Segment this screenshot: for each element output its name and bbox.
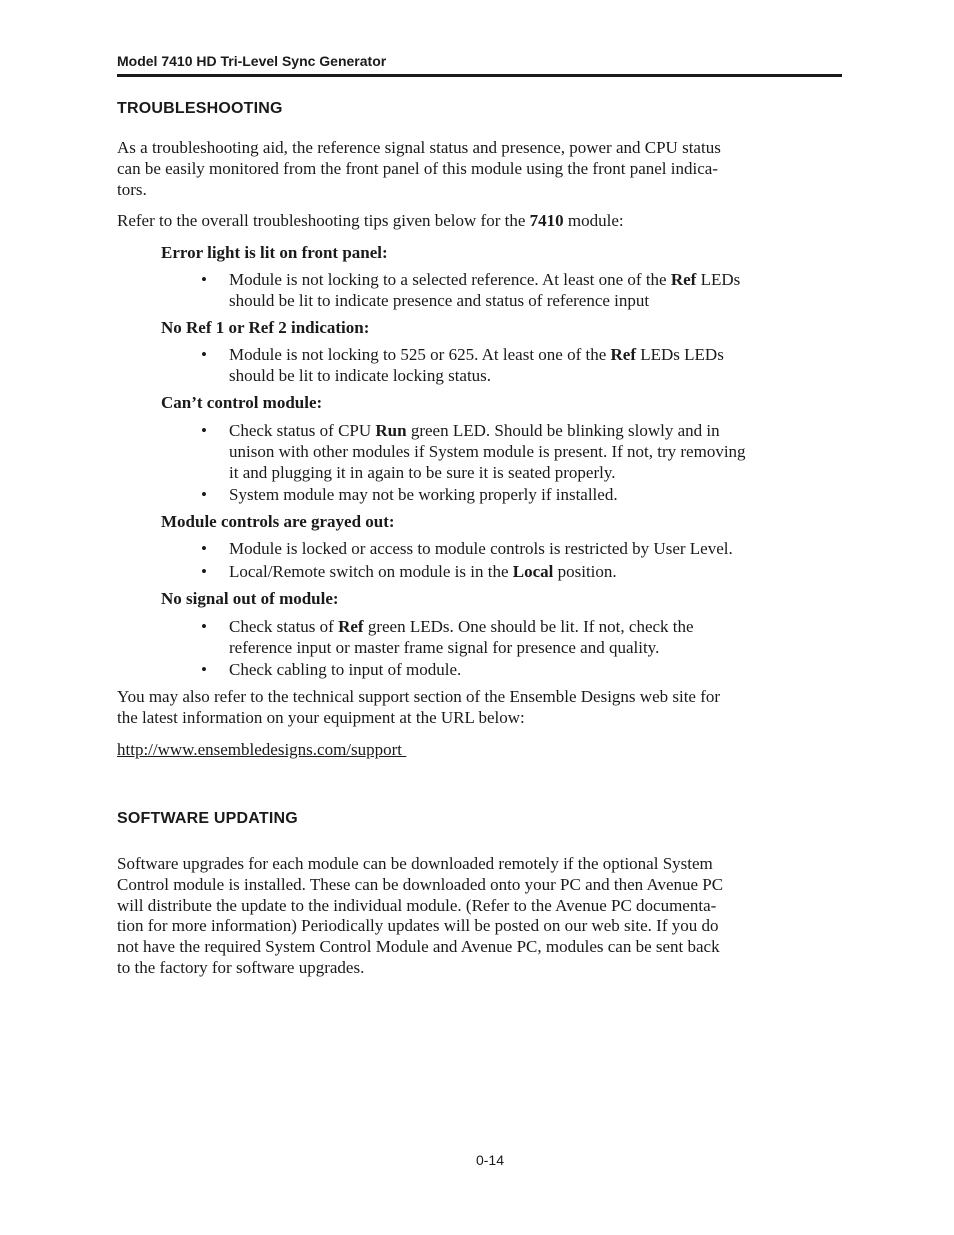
- support-url-link[interactable]: http://www.ensembledesigns.com/support: [117, 740, 407, 759]
- bullet-text: Local/Remote switch on module is in the: [229, 562, 513, 581]
- bullet-bold-term: Ref: [610, 345, 636, 364]
- bullet-text: green LED. Should be blinking slowly and in: [406, 421, 720, 440]
- model-number: 7410: [529, 211, 564, 230]
- bullet-bold-term: Local: [512, 562, 554, 581]
- software-line: Software upgrades for each module can be downloaded remotely if the optional System: [117, 854, 713, 873]
- page-number: 0-14: [475, 1152, 505, 1168]
- issue-heading-no-signal: No signal out of module:: [161, 589, 339, 608]
- software-line: to the factory for software upgrades.: [117, 957, 365, 977]
- bullet-text: should be lit to indicate presence and status of reference input: [229, 290, 650, 310]
- software-updating-paragraph: [117, 854, 842, 979]
- bullet-icon: •: [201, 617, 207, 636]
- intro-line: tors.: [117, 179, 147, 199]
- issue-heading-cant-control: Can’t control module:: [161, 393, 323, 412]
- intro-line: can be easily monitored from the front panel of this module using the front panel indica-: [117, 158, 718, 178]
- bullet-icon: •: [201, 421, 207, 440]
- bullet-text: Module is locked or access to module controls is restricted by User Level.: [229, 539, 733, 558]
- bullet-text: System module may not be working properly if installed.: [229, 485, 618, 504]
- bullet-bold-term: Ref: [338, 617, 364, 636]
- software-line: tion for more information) Periodically updates will be posted on our web site. If you do: [117, 916, 719, 936]
- issue-heading-no-ref: No Ref 1 or Ref 2 indication:: [161, 318, 370, 337]
- intro-line: As a troubleshooting aid, the reference signal status and presence, power and CPU status: [117, 138, 721, 157]
- bullet-text: Check cabling to input of module.: [229, 660, 462, 679]
- bullet-text: green LEDs. One should be lit. If not, check the: [363, 617, 694, 636]
- bullet-text: Check status of CPU: [229, 421, 376, 440]
- troubleshooting-intro: [117, 138, 842, 200]
- bullet-text: Check status of: [229, 617, 339, 636]
- refer-paragraph: [117, 211, 842, 232]
- bullet-icon: •: [201, 485, 207, 504]
- bullet-text: Module is not locking to a selected reference. At least one of the: [229, 270, 671, 289]
- bullet-text: unison with other modules if System module is present. If not, try removing: [229, 441, 746, 461]
- refer-text: Refer to the overall troubleshooting tips given below for the: [117, 211, 530, 230]
- bullet-text: LEDs LEDs: [636, 345, 724, 364]
- bullet-icon: •: [201, 270, 207, 289]
- support-line: You may also refer to the technical support section of the Ensemble Designs web site for: [117, 687, 721, 706]
- section-title-troubleshooting: TROUBLESHOOTING: [117, 100, 283, 117]
- bullet-bold-term: Ref: [670, 270, 697, 289]
- software-line: will distribute the update to the individual module. (Refer to the Avenue PC documenta-: [117, 895, 717, 915]
- issue-heading-grayed-out: Module controls are grayed out:: [161, 512, 395, 531]
- software-line: not have the required System Control Module and Avenue PC, modules can be sent back: [117, 937, 720, 957]
- issue-heading-error-light: Error light is lit on front panel:: [161, 243, 388, 262]
- bullet-bold-term: Run: [375, 421, 407, 440]
- bullet-icon: •: [201, 660, 207, 679]
- bullet-text: should be lit to indicate locking status.: [229, 365, 492, 385]
- bullet-text: LEDs: [696, 270, 741, 289]
- bullet-icon: •: [201, 345, 207, 364]
- support-paragraph: [117, 687, 842, 729]
- refer-text: module:: [563, 211, 624, 230]
- section-title-software-updating: SOFTWARE UPDATING: [117, 810, 298, 827]
- support-line: the latest information on your equipment at the URL below:: [117, 707, 525, 727]
- bullet-icon: •: [201, 562, 207, 581]
- header-divider: [117, 74, 842, 77]
- bullet-text: reference input or master frame signal for presence and quality.: [229, 637, 660, 657]
- bullet-icon: •: [201, 539, 207, 558]
- software-line: Control module is installed. These can be downloaded onto your PC and then Avenue PC: [117, 874, 724, 894]
- bullet-text: position.: [553, 562, 617, 581]
- page-header-title: Model 7410 HD Tri-Level Sync Generator: [117, 53, 387, 69]
- bullet-text: Module is not locking to 525 or 625. At least one of the: [229, 345, 611, 364]
- bullet-text: it and plugging it in again to be sure it is seated properly.: [229, 462, 616, 482]
